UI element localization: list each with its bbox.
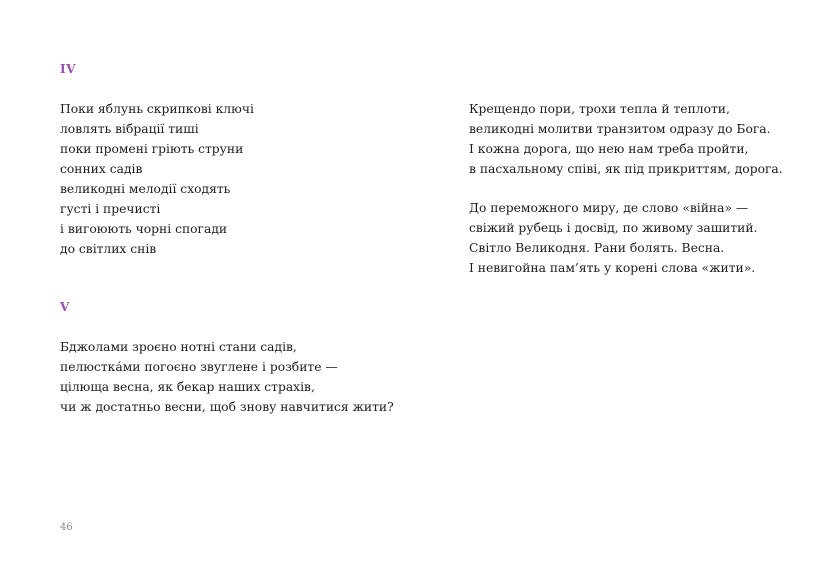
section-heading-iv: IV [60, 62, 76, 76]
poem-line: великодні мелодії сходять [60, 182, 231, 196]
poem-line: сонних садів [60, 162, 143, 176]
poem-line: пелюстка́ми погоєно звуглене і розбите — [60, 360, 338, 374]
poem-line: в пасхальному співі, як під прикриттям, дорога. [469, 162, 783, 176]
poem-line: Бджолами зроєно нотні стани садів, [60, 340, 297, 354]
section-heading-v: V [60, 300, 70, 314]
poem-line: ловлять вібрації тиші [60, 122, 199, 136]
poem-line: До переможного миру, де слово «війна» — [469, 201, 749, 215]
poem-line: І кожна дорога, що нею нам треба пройти, [469, 142, 749, 156]
page-number: 46 [60, 522, 73, 533]
poem-line: цілюща весна, як бекар наших страхів, [60, 380, 315, 394]
poem-stanza-v [60, 337, 394, 417]
poem-stanza-iv [60, 99, 254, 259]
poem-line: І невигойна пам’ять у корені слова «жити». [469, 261, 756, 275]
poem-line: Світло Великодня. Рани болять. Весна. [469, 241, 725, 255]
poem-line: великодні молитви транзитом одразу до Бога. [469, 122, 771, 136]
poem-line: до світлих снів [60, 242, 157, 256]
poem-stanza-right-1 [469, 99, 783, 179]
poem-line: Крещендо пори, трохи тепла й теплоти, [469, 102, 730, 116]
poem-line: чи ж достатньо весни, щоб знову навчитися жити? [60, 400, 394, 414]
poem-line: свіжий рубець і досвід, по живому зашитий. [469, 221, 758, 235]
poem-line: поки промені гріють струни [60, 142, 244, 156]
poem-line: густі і пречисті [60, 202, 161, 216]
poem-line: Поки яблунь скрипкові ключі [60, 102, 254, 116]
poem-stanza-right-2 [469, 198, 757, 278]
poem-line: і вигоюють чорні спогади [60, 222, 228, 236]
